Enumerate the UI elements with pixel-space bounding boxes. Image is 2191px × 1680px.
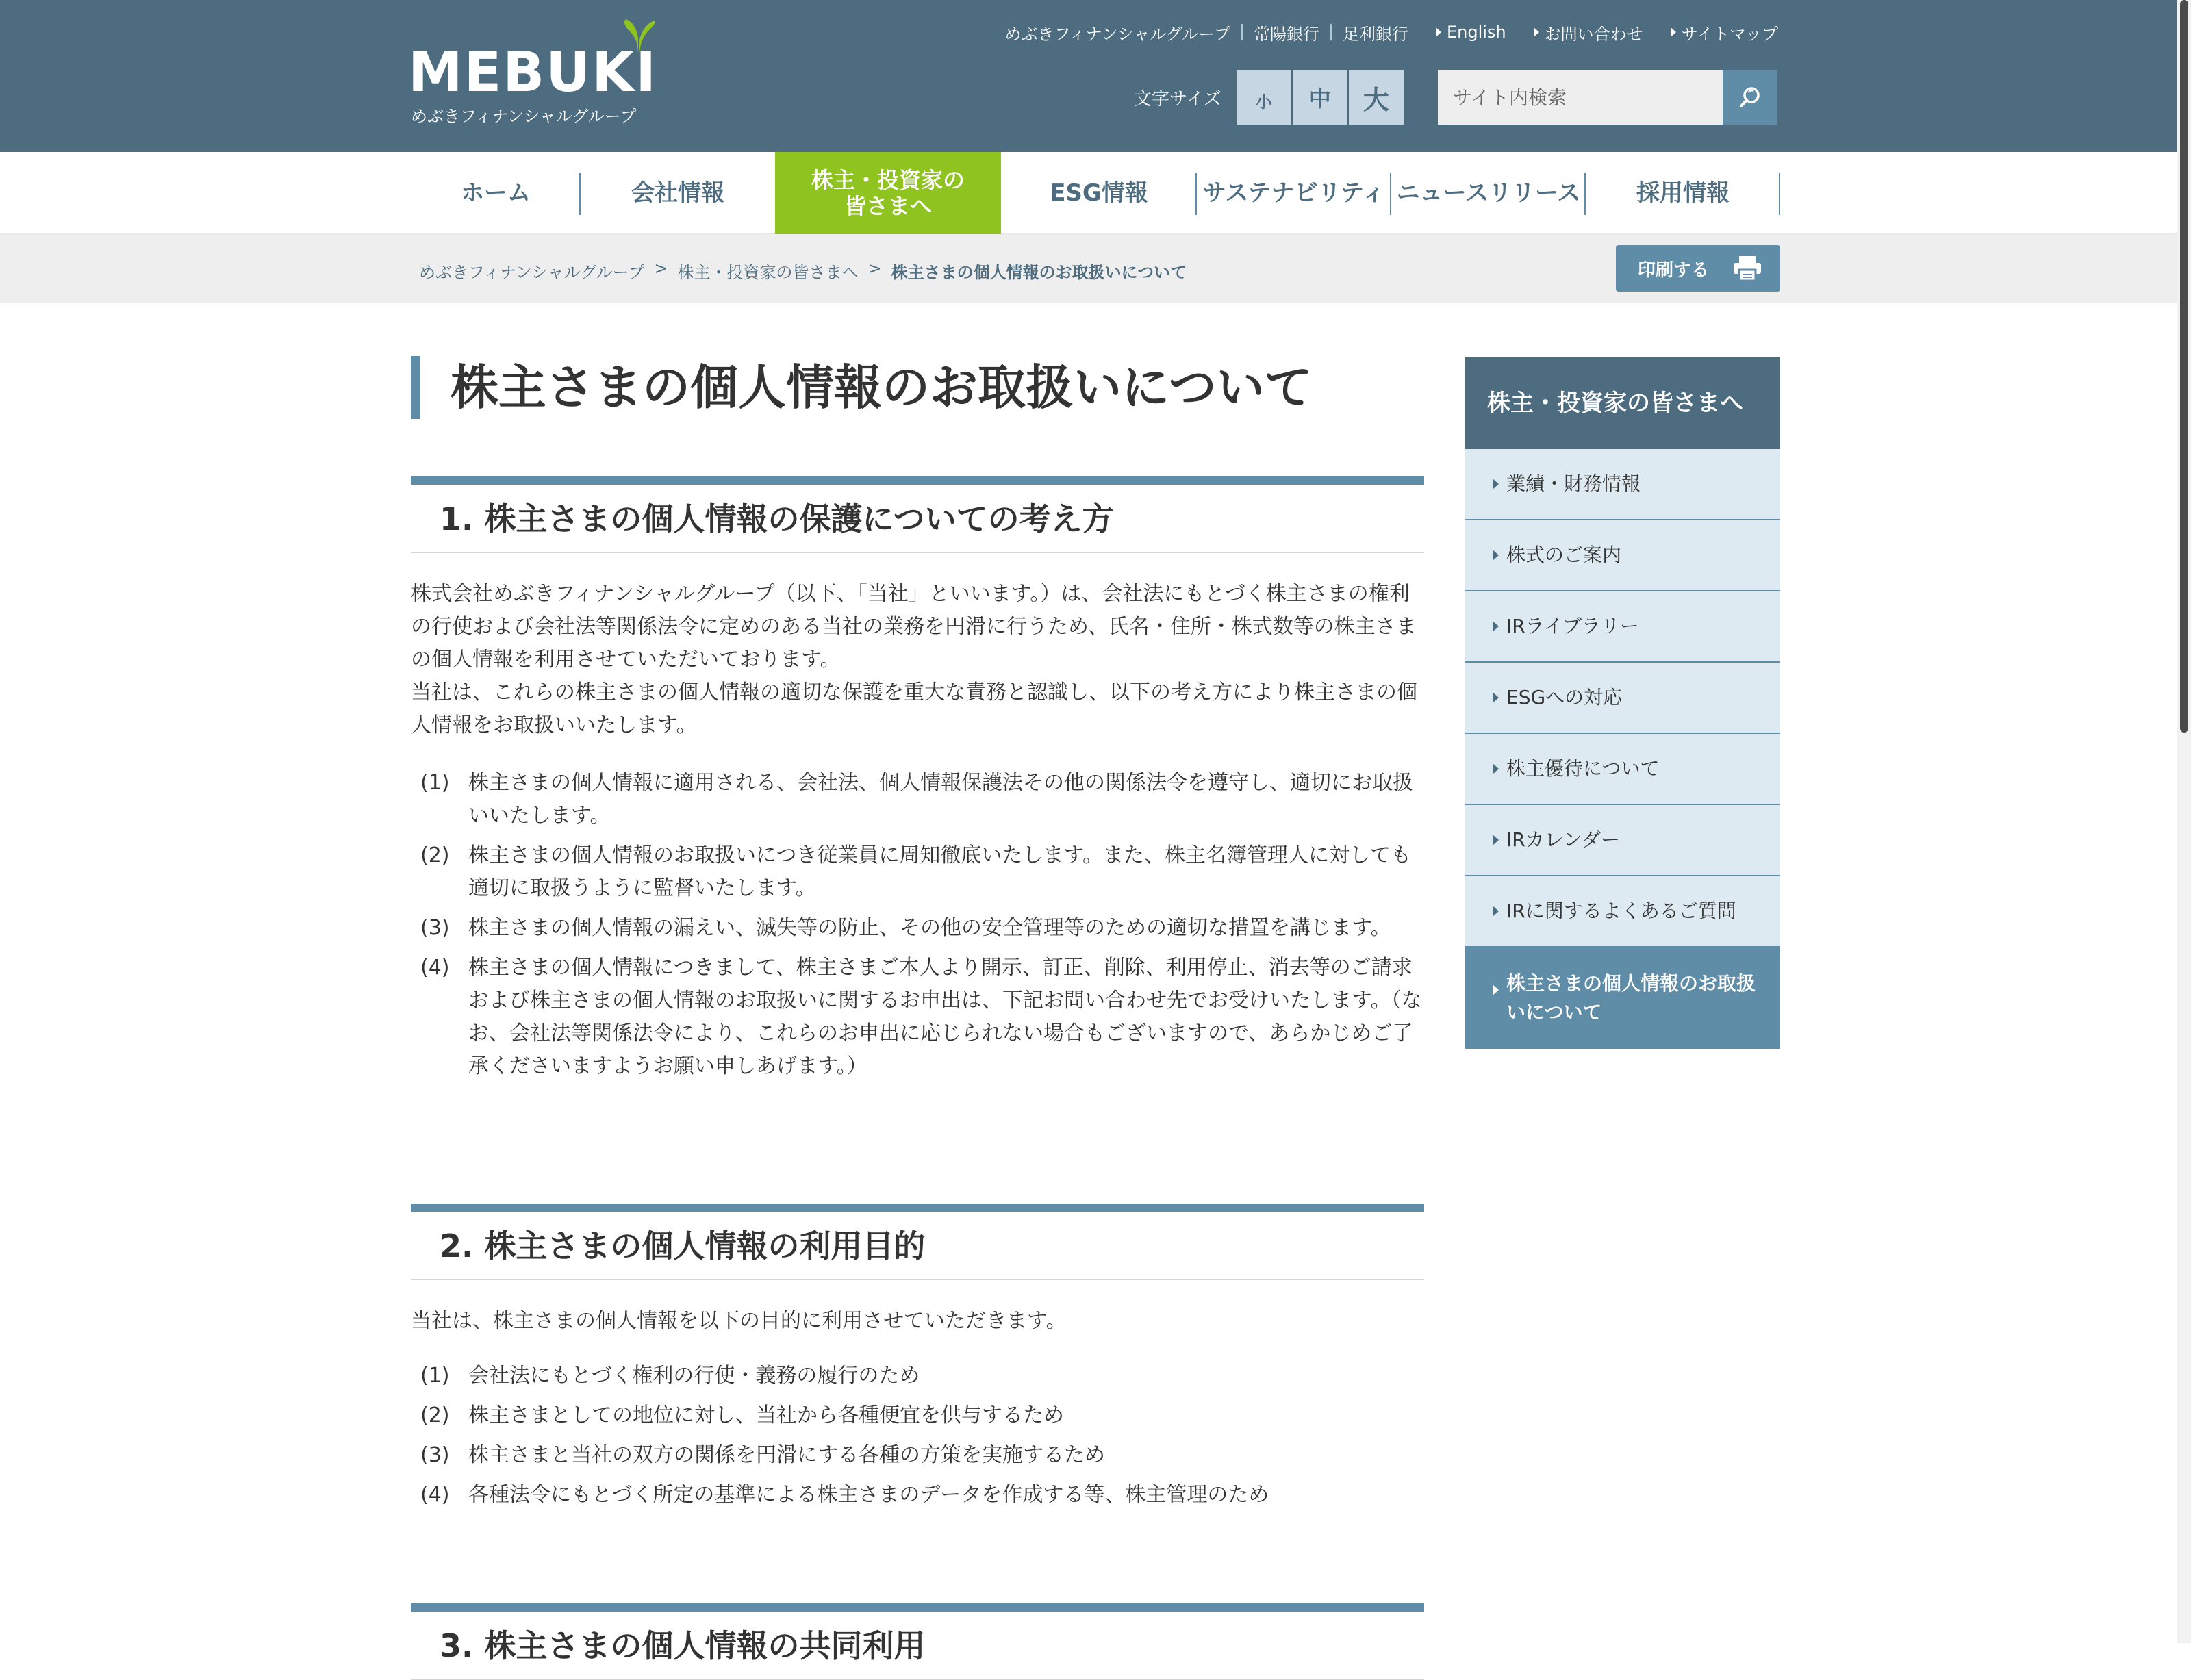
link-english-label: English [1446, 23, 1506, 42]
list-item [411, 1479, 1424, 1512]
scrollbar-thumb[interactable] [2180, 0, 2188, 733]
util-divider [1330, 24, 1332, 40]
list-text: 各種法令にもとづく所定の基準による株主さまのデータを作成する等、株主管理のため [468, 1483, 1269, 1507]
section-heading: 1. 株主さまの個人情報の保護についての考え方 [411, 476, 1424, 553]
section-paragraph: 株式会社めぶきフィナンシャルグループ（以下、「当社」といいます。）は、会社法にもとづく株主さまの権利の行使および会社法等関係法令に定めのある当社の業務を円滑に行うため、氏名・住所・株式数等の株主さまの個人情報を利用させていただいております。 [411, 582, 1417, 672]
list-item [411, 839, 1424, 905]
logo-wordmark: MEBUKI [408, 40, 657, 104]
sidebar-item-ir-library[interactable]: IRライブラリー [1465, 591, 1780, 663]
list-text: 株主さまの個人情報の漏えい、滅失等の防止、その他の安全管理等のための適切な措置を講じます。 [468, 916, 1391, 940]
font-size-switcher [1134, 70, 1405, 125]
list-number: (3) [420, 916, 450, 940]
list-item [411, 952, 1424, 1083]
list-number: (3) [420, 1443, 450, 1467]
section-heading: 3. 株主さまの個人情報の共同利用 [411, 1603, 1424, 1680]
print-button[interactable] [1616, 245, 1780, 292]
breadcrumb-home[interactable]: めぶきフィナンシャルグループ [419, 263, 645, 282]
list-text: 株主さまとしての地位に対し、当社から各種便宜を供与するため [468, 1403, 1064, 1427]
list-text: 株主さまの個人情報に適用される、会社法、個人情報保護法その他の関係法令を遵守し、適切にお取扱いいたします。 [468, 771, 1413, 828]
sidebar-item-ir-faq[interactable]: IRに関するよくあるご質問 [1465, 876, 1780, 947]
nav-investors[interactable] [775, 152, 1001, 234]
section-paragraph: 当社は、これらの株主さまの個人情報の適切な保護を重大な責務と認識し、以下の考え方により株主さまの個人情報をお取扱いいたします。 [411, 680, 1417, 737]
page-title: 株主さまの個人情報のお取扱いについて [411, 356, 1424, 419]
list-number: (2) [420, 1403, 450, 1427]
link-sitemap-label: サイトマップ [1681, 24, 1778, 44]
breadcrumb-parent[interactable]: 株主・投資家の皆さまへ [677, 263, 859, 282]
section-2 [411, 1204, 1424, 1518]
numbered-list [411, 767, 1424, 1083]
mebuki-logo[interactable] [408, 18, 655, 127]
nav-home[interactable]: ホーム [411, 152, 581, 234]
sidebar-item-financials[interactable]: 業績・財務情報 [1465, 449, 1780, 520]
global-nav [0, 152, 2191, 234]
section-3 [411, 1603, 1424, 1680]
link-group[interactable]: めぶきフィナンシャルグループ [1004, 24, 1230, 44]
arrow-right-icon [1671, 27, 1676, 37]
link-contact[interactable] [1534, 21, 1643, 44]
nav-investors-label [811, 167, 965, 220]
link-sitemap[interactable] [1671, 21, 1778, 44]
link-ashikaga-bank[interactable]: 足利銀行 [1342, 24, 1408, 44]
breadcrumb-separator: > [654, 259, 668, 278]
list-item [411, 1399, 1424, 1432]
breadcrumb-separator: > [867, 259, 882, 278]
sidebar-heading[interactable]: 株主・投資家の皆さまへ [1465, 357, 1780, 449]
sidebar-item-privacy[interactable]: 株主さまの個人情報のお取扱いについて [1465, 947, 1780, 1049]
sidebar-item-esg[interactable]: ESGへの対応 [1465, 663, 1780, 734]
list-number: (1) [420, 771, 450, 795]
nav-investors-line2: 皆さまへ [844, 193, 932, 219]
list-number: (4) [420, 1483, 450, 1507]
breadcrumb-bar [0, 234, 2191, 303]
nav-investors-line1: 株主・投資家の [811, 166, 965, 193]
list-text: 株主さまの個人情報のお取扱いにつき従業員に周知徹底いたします。また、株主名簿管理人に対しても適切に取扱うように監督いたします。 [468, 843, 1411, 900]
breadcrumb-current: 株主さまの個人情報のお取扱いについて [891, 263, 1187, 282]
sidebar-nav [1465, 357, 1780, 1049]
list-number: (2) [420, 843, 450, 867]
util-divider [1241, 24, 1243, 40]
nav-sustainability[interactable]: サステナビリティ [1197, 152, 1391, 234]
breadcrumb [419, 259, 1187, 283]
search-button[interactable] [1723, 70, 1777, 125]
list-item [411, 767, 1424, 832]
list-text: 株主さまと当社の双方の関係を円滑にする各種の方策を実施するため [468, 1443, 1105, 1467]
font-size-label: 文字サイズ [1134, 88, 1221, 110]
sidebar-item-shareholder-benefits[interactable]: 株主優待について [1465, 734, 1780, 805]
list-text: 会社法にもとづく権利の行使・義務の履行のため [468, 1364, 920, 1388]
list-text: 株主さまの個人情報につきまして、株主さまご本人より開示、訂正、削除、利用停止、消去等のご請求および株主さまの個人情報のお取扱いに関するお申出は、下記お問い合わせ先でお受けいたします。（なお、会社法等関係法令により、これらのお申出に応じられない場合もございますので、あらかじめご了承くださいますようお願い申しあげます。） [468, 956, 1422, 1078]
nav-company[interactable]: 会社情報 [631, 179, 724, 207]
nav-esg[interactable]: ESG情報 [1001, 152, 1197, 234]
font-size-medium-button[interactable]: 中 [1293, 70, 1347, 125]
scrollbar[interactable] [2177, 0, 2191, 1643]
main-content [411, 303, 1424, 1664]
nav-news[interactable]: ニュースリリース [1391, 152, 1586, 234]
search-icon [1738, 85, 1762, 110]
link-contact-label: お問い合わせ [1544, 24, 1643, 44]
list-item [411, 912, 1424, 945]
font-size-small-button[interactable]: 小 [1237, 70, 1291, 125]
printer-icon [1732, 255, 1762, 282]
list-item [411, 1360, 1424, 1392]
arrow-right-icon [1436, 27, 1441, 37]
font-size-large-button[interactable]: 大 [1349, 70, 1404, 125]
section-1 [411, 476, 1424, 1090]
numbered-list [411, 1360, 1424, 1512]
search-input[interactable] [1438, 70, 1723, 125]
list-number: (4) [420, 956, 450, 980]
list-number: (1) [420, 1364, 450, 1388]
section-heading: 2. 株主さまの個人情報の利用目的 [411, 1204, 1424, 1280]
print-button-label: 印刷する [1638, 259, 1710, 281]
site-header [0, 0, 2191, 152]
section-paragraph: 当社は、株主さまの個人情報を以下の目的に利用させていただきます。 [411, 1309, 1067, 1333]
arrow-right-icon [1534, 27, 1539, 37]
utility-links [1005, 21, 1778, 44]
list-item [411, 1439, 1424, 1472]
site-search [1438, 70, 1777, 125]
sidebar-item-ir-calendar[interactable]: IRカレンダー [1465, 805, 1780, 876]
sidebar-item-stock-info[interactable]: 株式のご案内 [1465, 520, 1780, 591]
nav-recruit[interactable]: 採用情報 [1586, 152, 1780, 234]
link-english[interactable] [1436, 23, 1506, 42]
link-joyo-bank[interactable]: 常陽銀行 [1253, 24, 1319, 44]
logo-subtitle: めぶきフィナンシャルグループ [411, 107, 637, 126]
